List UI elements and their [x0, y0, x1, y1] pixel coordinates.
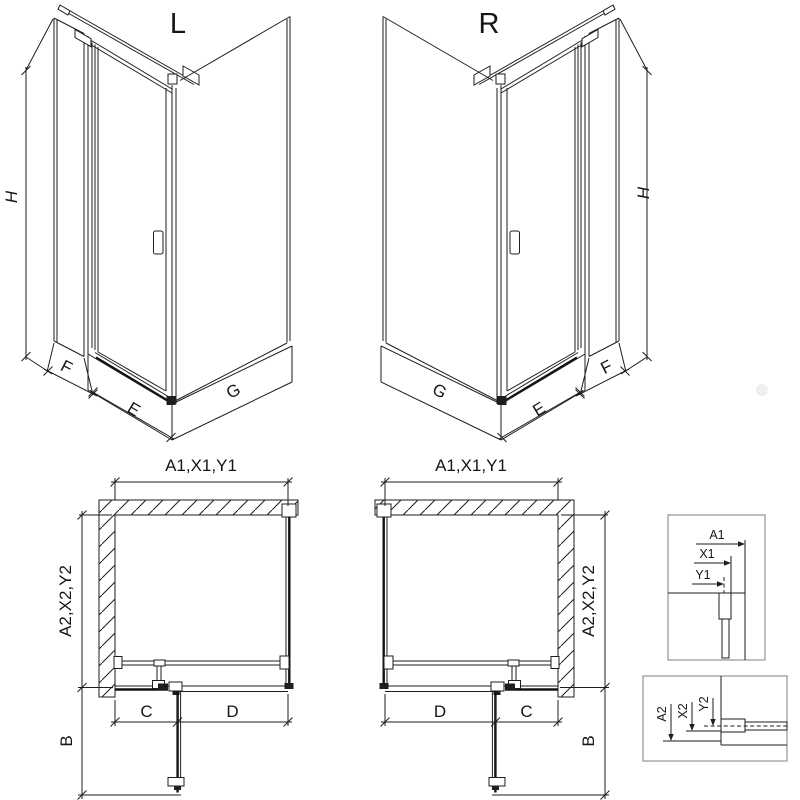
plan-left-d-label: D	[226, 702, 239, 721]
dim-label-side-right: F	[597, 356, 616, 378]
plan-left-width-label: A1,X1,Y1	[165, 456, 237, 475]
plan-right-c-label: C	[520, 702, 533, 721]
detail-x2-label: X2	[676, 703, 690, 719]
dim-label-height-left: H	[2, 190, 21, 204]
plan-left-swing-label: B	[57, 735, 76, 747]
detail-box-depth-offsets	[643, 676, 787, 761]
plan-right-width-label: A1,X1,Y1	[435, 456, 507, 475]
dim-label-door-left: E	[124, 398, 144, 421]
plan-left-depth-label: A2,X2,Y2	[56, 565, 75, 637]
dim-label-return-right: G	[429, 379, 450, 403]
variant-label-left: L	[169, 8, 187, 40]
dim-label-side-left: F	[57, 356, 76, 378]
iso-view-left	[2, 5, 292, 442]
detail-x1-label: X1	[699, 547, 715, 561]
plan-drawing-right	[377, 504, 559, 793]
plan-left-c-label: C	[140, 702, 153, 721]
detail-box-width-offsets	[668, 515, 765, 660]
enclosure-drawing-left	[22, 5, 293, 442]
detail-a1-label: A1	[709, 528, 725, 542]
dim-label-return-left: G	[223, 379, 244, 403]
plan-right-d-label: D	[433, 702, 447, 721]
wall-hatch-right-plan	[375, 500, 574, 697]
plan-right-swing-label: B	[579, 735, 598, 747]
enclosure-drawing-right	[381, 5, 652, 442]
dim-label-door-right: E	[529, 398, 549, 421]
dim-label-height-right: H	[634, 186, 653, 200]
detail-y2-label: Y2	[697, 696, 711, 712]
iso-view-right	[381, 5, 653, 442]
detail-a2-label: A2	[655, 706, 669, 722]
detail-y1-label: Y1	[695, 568, 711, 582]
plan-view-right	[375, 456, 610, 800]
variant-label-right: R	[478, 8, 500, 40]
plan-view-left	[56, 456, 298, 800]
watermark-dot	[756, 384, 768, 396]
wall-hatch-left-plan	[99, 500, 298, 697]
plan-drawing-left	[114, 504, 296, 793]
plan-right-depth-label: A2,X2,Y2	[579, 565, 598, 637]
